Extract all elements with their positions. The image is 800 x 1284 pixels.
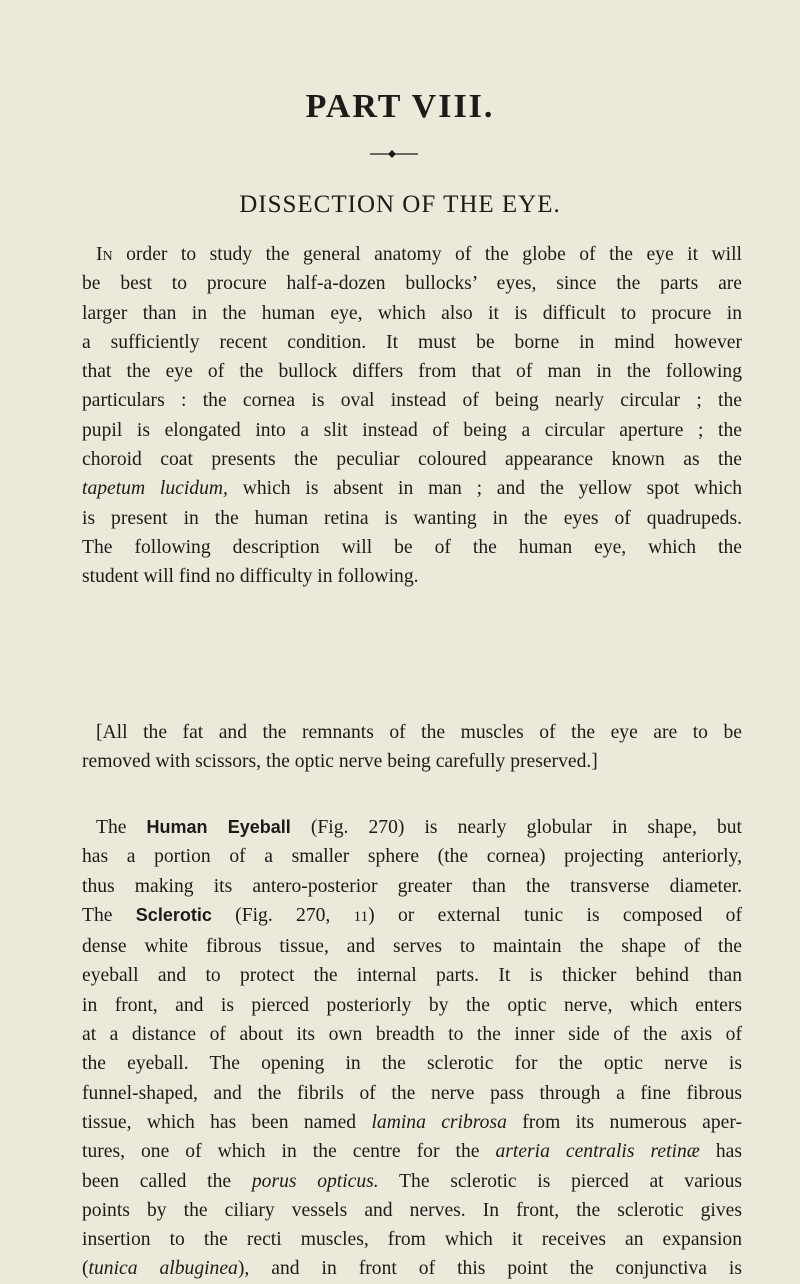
section-title: DISSECTION OF THE EYE. <box>239 191 561 218</box>
text-line <box>82 901 742 932</box>
text-span: ( <box>82 1258 89 1280</box>
text-line: The following description will be of the human eye, which the <box>82 536 742 558</box>
text-line: funnel-shaped, and the fibrils of the nerve pass through a fine fibrous <box>82 1082 742 1104</box>
part-title: PART VIII. <box>305 88 495 125</box>
text-line <box>82 1137 742 1166</box>
bold-term: Sclerotic <box>135 904 212 925</box>
text-line: removed with scissors, the optic nerve being carefully preserved.] <box>82 751 598 773</box>
italic-term: arteria centralis retinæ <box>495 1141 700 1163</box>
italic-term: porus opticus. <box>251 1170 379 1192</box>
text-line: larger than in the human eye, which also it is difficult to procure in <box>82 302 742 324</box>
text-line: that the eye of the bullock differs from that of man in the following <box>82 361 742 383</box>
text-span: tures, one of which in the centre for the <box>82 1141 496 1163</box>
text-line: a sufficiently recent condition. It must be borne in mind however <box>82 331 742 353</box>
text-line: points by the ciliary vessels and nerves. In front, the sclerotic gives <box>82 1199 742 1221</box>
text-span: from its numerous aper- <box>506 1111 742 1133</box>
text-span: The <box>96 817 147 838</box>
text-line: student will find no difficulty in following. <box>82 566 419 588</box>
text-line: in front, and is pierced posteriorly by the optic nerve, which enters <box>82 994 742 1016</box>
text-span: The sclerotic is pierced at various <box>378 1170 742 1192</box>
text-line <box>82 1254 742 1283</box>
text-span: tissue, which has been named <box>82 1111 372 1133</box>
divider-ornament-icon <box>370 148 418 160</box>
bold-term: Human Eyeball <box>146 817 291 837</box>
text-line: eyeball and to protect the internal parts. It is thicker behind than <box>82 965 742 987</box>
text-line <box>82 474 742 503</box>
text-line: at a distance of about its own breadth to the inner side of the axis of <box>82 1024 742 1046</box>
text-line: is present in the human retina is wanting in the eyes of quadrupeds. <box>82 507 742 529</box>
text-line: pupil is elongated into a slit instead of being a circular aperture ; the <box>82 419 742 441</box>
text-span: order to study the general anatomy of the globe of the eye it will <box>112 244 742 265</box>
paragraph-instruction <box>82 718 742 777</box>
text-line: has a portion of a smaller sphere (the cornea) projecting anteriorly, <box>82 846 742 868</box>
text-line: insertion to the recti muscles, from which it receives an expansion <box>82 1229 742 1251</box>
text-line <box>82 1108 742 1137</box>
text-span: ), and in front of this point the conjunctiva is <box>237 1258 742 1280</box>
drop-word: In <box>96 244 113 265</box>
italic-term: lamina cribrosa <box>371 1111 507 1133</box>
figure-ref: 11 <box>353 908 369 925</box>
text-span: been called the <box>82 1170 252 1192</box>
italic-term: tapetum lucidum, <box>82 478 228 500</box>
text-line: the eyeball. The opening in the sclerotic for the optic nerve is <box>82 1053 742 1075</box>
text-line: dense white fibrous tissue, and serves to maintain the shape of the <box>82 936 742 958</box>
text-span: has <box>699 1141 742 1163</box>
text-span: ) or external tunic is composed of <box>368 904 742 926</box>
text-line: choroid coat presents the peculiar coloured appearance known as the <box>82 449 742 471</box>
text-line: [All the fat and the remnants of the muscles of the eye are to be <box>96 722 742 743</box>
text-span: which is absent in man ; and the yellow spot which <box>227 478 743 500</box>
text-span: The <box>82 904 136 926</box>
text-span: (Fig. 270, <box>211 904 354 926</box>
paragraph-eyeball <box>82 813 742 1284</box>
text-line <box>82 813 742 842</box>
text-line <box>82 240 742 269</box>
paragraph-intro <box>82 240 742 592</box>
text-line: be best to procure half-a-dozen bullocks’ eyes, since the parts are <box>82 273 742 295</box>
text-line: thus making its antero-posterior greater than the transverse diameter. <box>82 875 742 897</box>
text-line: particulars : the cornea is oval instead of being nearly circular ; the <box>82 390 742 412</box>
text-line <box>82 1167 742 1196</box>
italic-term: tunica albuginea <box>88 1258 238 1280</box>
text-span: (Fig. 270) is nearly globular in shape, but <box>290 817 742 838</box>
